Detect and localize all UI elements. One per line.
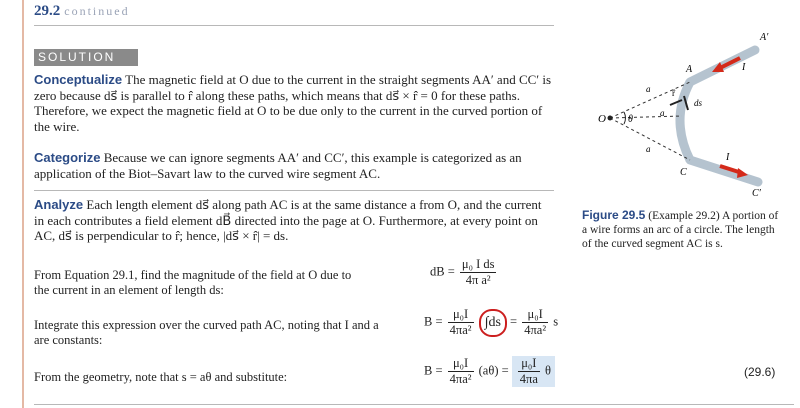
categorize-heading: Categorize xyxy=(34,150,101,165)
eq3-den1: 4πa² xyxy=(449,372,472,386)
equation-3 xyxy=(424,356,555,387)
label-theta: θ xyxy=(628,114,633,125)
eq3-lhs: B = xyxy=(424,363,443,378)
eq3-tail: θ xyxy=(545,363,552,378)
step-3-text: From the geometry, note that s = aθ and substitute: xyxy=(34,370,288,384)
figure-caption-label: Figure 29.5 xyxy=(582,208,646,222)
label-O: O xyxy=(598,113,606,125)
step-1-text: From Equation 29.1, find the magnitude of the field at O due to the current in an element of length ds: xyxy=(34,268,352,297)
conceptualize-paragraph xyxy=(34,72,554,134)
eq3-num1: μ₀I xyxy=(448,356,474,372)
eq3-mid: (aθ) = xyxy=(478,363,509,378)
label-a-upper: a xyxy=(646,84,651,94)
label-A: A xyxy=(686,64,693,75)
label-Cprime: C′ xyxy=(752,188,761,199)
figure-caption xyxy=(582,208,782,251)
wire-segment-CCprime xyxy=(690,160,758,182)
analyze-paragraph xyxy=(34,197,554,244)
section-header xyxy=(34,3,130,20)
bottom-rule xyxy=(34,404,794,405)
analyze-heading: Analyze xyxy=(34,197,84,212)
result-highlight-box xyxy=(512,356,555,387)
eq2-den1: 4πa² xyxy=(449,323,472,337)
categorize-paragraph xyxy=(34,150,554,181)
eq3-num2: μ₀I xyxy=(518,356,540,372)
eq1-denominator: 4π a² xyxy=(465,273,491,287)
eq3-fraction-1 xyxy=(448,356,474,387)
eq2-tail: s xyxy=(553,314,559,329)
integral-highlight-circle xyxy=(479,309,507,337)
conceptualize-heading: Conceptualize xyxy=(34,72,123,87)
label-a-mid: a xyxy=(660,108,665,118)
conceptualize-text: The magnetic field at O due to the current in the straight segments AA′ and CC′ is zero because ds⃗ is parallel to r̂ along these paths, which means that ds⃗ × r̂ = 0 for these paths. Therefore, we expect the magnetic field at O to be due only to the current in the curved portion of the wire. xyxy=(34,72,552,134)
radius-line-mid xyxy=(610,116,682,118)
figure-caption-text: (Example 29.2) A portion of a wire forms an arc of a circle. The length of the curved segment AC is s. xyxy=(582,210,779,250)
eq1-numerator: μ₀ I ds xyxy=(461,257,495,271)
equation-number: (29.6) xyxy=(744,365,776,379)
divider xyxy=(34,190,554,191)
margin-rule xyxy=(22,0,24,408)
eq2-num2: μ₀I xyxy=(522,307,548,323)
equation-2 xyxy=(424,307,558,338)
wire-arc-AC xyxy=(680,82,690,160)
label-a-lower: a xyxy=(646,144,651,154)
section-number: 29.2 xyxy=(34,3,61,19)
label-C: C xyxy=(680,167,687,178)
label-rhat: r̂ xyxy=(672,88,675,98)
equation-1 xyxy=(430,257,498,288)
categorize-text: Because we can ignore segments AA′ and CC′, this example is categorized as an application of the Biot–Savart law to the curved wire segment AC. xyxy=(34,150,522,181)
section-continued: continued xyxy=(64,4,130,18)
eq2-lhs: B = xyxy=(424,314,443,329)
solution-label: SOLUTION xyxy=(34,49,138,66)
label-I-top: I xyxy=(742,62,746,73)
header-rule xyxy=(34,25,554,26)
step-2-text: Integrate this expression over the curved path AC, noting that I and a are constants: xyxy=(34,318,379,347)
label-ds: ds⃗ xyxy=(694,98,710,108)
figure-arc-diagram xyxy=(590,20,790,200)
eq1-fraction xyxy=(460,257,497,288)
eq2-fraction-1 xyxy=(448,307,474,338)
point-O xyxy=(608,116,613,121)
eq3-fraction-2 xyxy=(518,356,540,387)
eq2-equals: = xyxy=(510,314,518,329)
eq3-den2: 4πa xyxy=(519,372,538,386)
label-Aprime: A′ xyxy=(760,32,769,43)
eq2-den2: 4πa² xyxy=(524,323,547,337)
eq2-fraction-2 xyxy=(522,307,548,338)
analyze-text: Each length element ds⃗ along path AC is at the same distance a from O, and the current in each contributes a field element dB⃗ directed into the page at O. Furthermore, at every point on AC, ds⃗ is perpendicular to r̂; hence, |ds⃗ × r̂| = ds. xyxy=(34,197,542,243)
eq2-integral: ∫ds xyxy=(484,314,501,330)
eq2-num1: μ₀I xyxy=(448,307,474,323)
label-I-bottom: I xyxy=(726,152,730,163)
eq1-lhs: dB = xyxy=(430,264,455,279)
